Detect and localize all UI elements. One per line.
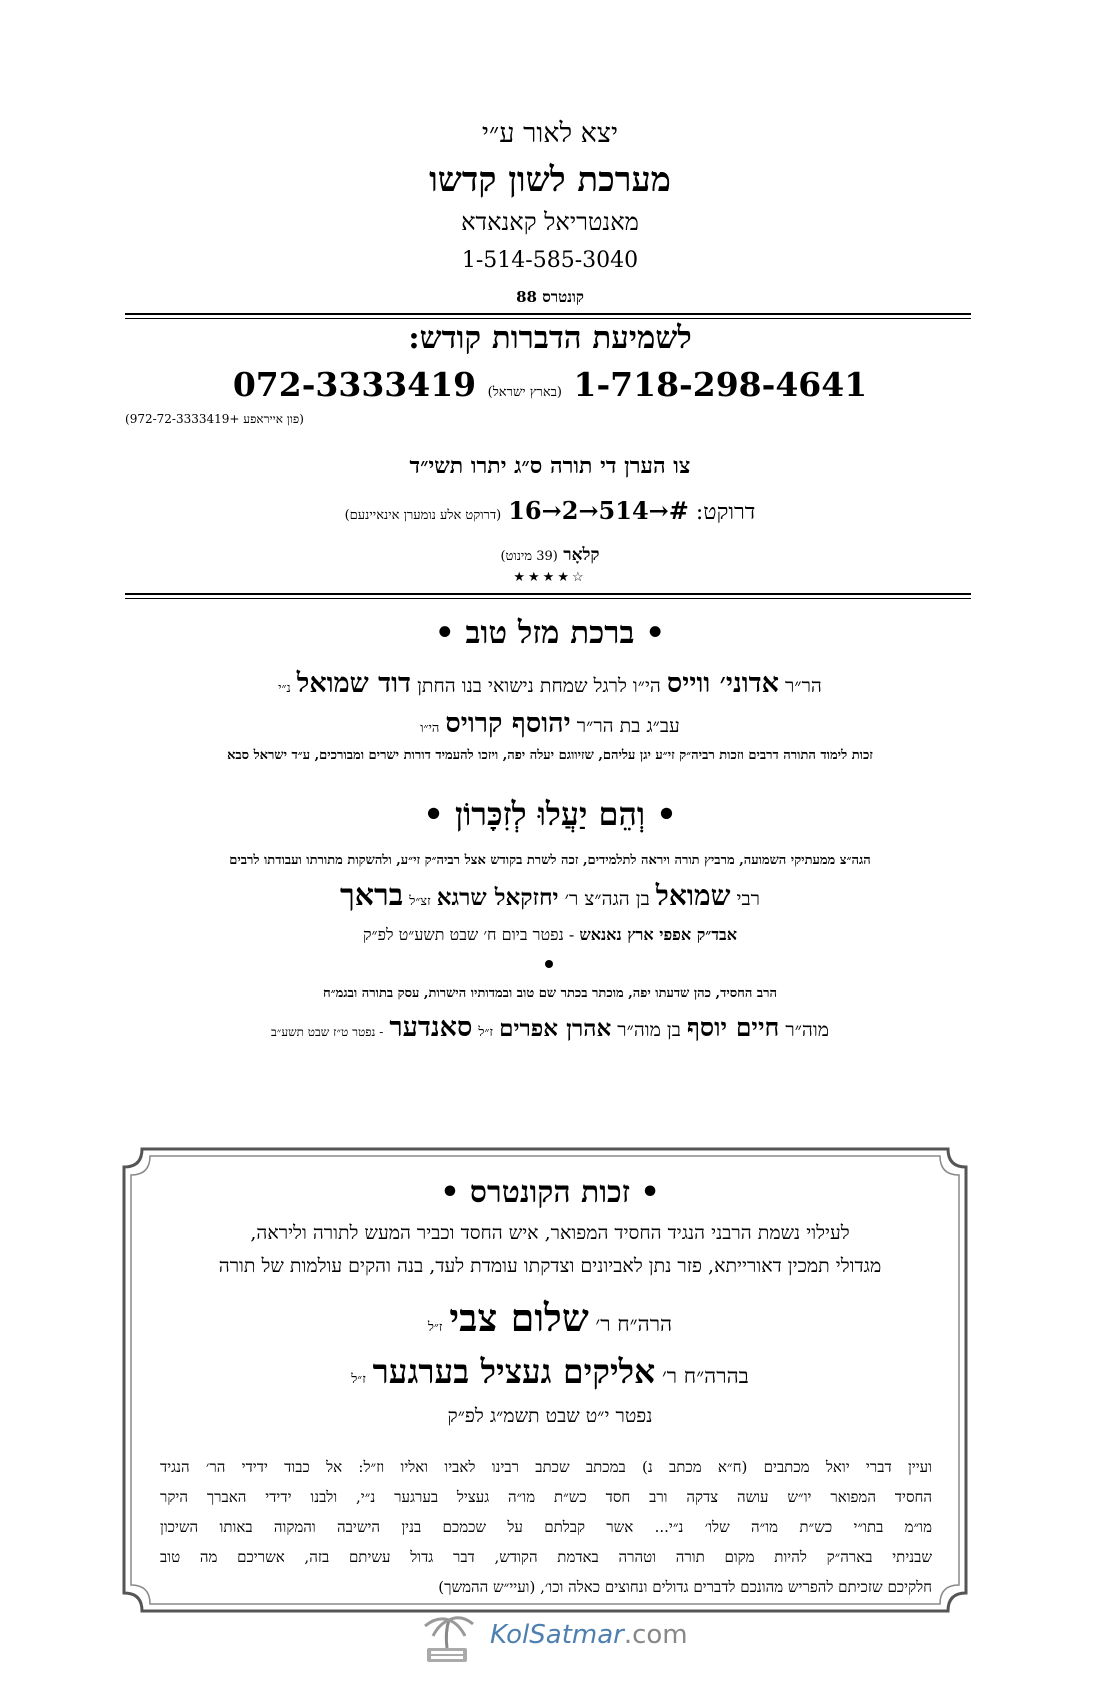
second-zl: ז״ל (478, 1025, 494, 1040)
second-date: - נפטר ט״ז שבט תשע״ב (271, 1025, 384, 1039)
first-prefix: רבי (736, 888, 760, 910)
second-name: חיים יוסף (686, 1013, 780, 1042)
zechus-name2-line (0, 1352, 1100, 1392)
first-zl: זצ״ל (409, 894, 431, 909)
zechus-intro-1: לעילוי נשמת הרבני הנגיד החסיד המפואר, איש החסד וכביר המעש לתורה וליראה, (250, 1222, 850, 1244)
first-title-line (0, 925, 1100, 945)
phone-number: 1-514-585-3040 (461, 248, 639, 273)
logo-suffix: .com (623, 1620, 688, 1650)
dial-instructions (0, 496, 1100, 525)
second-name-line (0, 1012, 1100, 1043)
dial-note: (דרוקט אלע נומערן אינאיינעם) (344, 508, 502, 523)
paragraph-line: ועיין דברי יואל מכתבים (ח״א מכתב נ) במכתב שכתב רבינו לאביו ואליו וז״ל: אל כבוד ידידי הר׳ הנגיד (160, 1458, 932, 1476)
name2-prefix: בהרה״ח ר׳ (661, 1364, 749, 1388)
first-name-line (0, 878, 1100, 913)
logo-wordmark (490, 1620, 688, 1650)
quality-line (0, 545, 1100, 565)
mazal-tov-line2 (0, 708, 1100, 739)
paragraph-line: החסיד המפואר יו״ש עושה צדקה ורב חסד כש״ת מו״ה געציל בערגער נ״י, ולבנו ידידי האברך היקר (160, 1488, 932, 1506)
second-prefix: מוה״ר (785, 1019, 829, 1041)
second-mid: בן מוה״ר (617, 1019, 681, 1041)
dial-sequence: 16→2→514→# (508, 496, 689, 525)
org-name: מערכת לשון קדשו (429, 160, 671, 200)
name1-suffix: ז״ל (427, 1320, 443, 1335)
bride-father-name: יהוסף קרויס (445, 708, 571, 739)
first-date: - נפטר ביום ח׳ שבט תשע״ט לפ״ק (362, 925, 575, 944)
published-by: יצא לאור ע״י (481, 118, 619, 149)
name2-suffix: ז״ל (351, 1372, 366, 1387)
listen-title: לשמיעת הדברות קודש: (408, 320, 692, 356)
line1-prefix: הר״ר (785, 675, 822, 697)
first-name: שמואל (655, 879, 731, 912)
line2-prefix: עב״ג בת הר״ר (576, 715, 680, 737)
paragraph-line: מו״מ בתו״י כש״ת מו״ה שלו׳ נ״י... אשר קבלתם על שכמכם בנין הישיבה והמקוה באותו השיכון (160, 1518, 932, 1536)
zechus-name1-line (0, 1295, 1100, 1341)
second-description: הרב החסיד, כהן שדעתו יפה, מוכתר בכתר שם טוב ובמדותיו הישרות, עסק בתורה ובגמ״ח (323, 986, 777, 1001)
duration: (39 מינוט) (500, 549, 558, 564)
divider-middle (125, 593, 971, 599)
intl-note: (פון אייראפע +972-72-3333419) (125, 412, 304, 426)
father-name: אדוני׳ ווייס (666, 668, 779, 699)
memorial-title: • וְהֵם יַעֲלוּ לְזִכָּרוֹן • (423, 795, 677, 833)
line2-suffix: הי״ו (420, 721, 440, 736)
zechus-date: נפטר י״ט שבט תשמ״ג לפ״ק (447, 1405, 653, 1427)
first-description: הגה״צ ממעתיקי השמועה, מרביץ תורה ויראה לתלמידים, זכה לשרת בקודש אצל רביה״ק זי״ע, ולהשקות מתורתו ועבודתו לרבים (229, 853, 871, 868)
booklet-number: קונטרס 88 (516, 288, 584, 306)
name1: שלום צבי (449, 1295, 589, 1340)
zechus-intro-2: מגדולי תמכין דאורייתא, פזר נתן לאביונים וצדקתו עומדת לעד, בנה והקים עולמות של תורה (218, 1255, 882, 1277)
city: מאנטריאל קאנאדא (461, 208, 639, 236)
first-surname: בראך (339, 878, 404, 913)
dial-label: דרוקט: (695, 500, 756, 525)
listen-phones (0, 365, 1100, 404)
separator-dot (545, 960, 553, 968)
first-title: אבד״ק אפפי ארץ נאנאש (579, 925, 738, 944)
divider-top (125, 313, 971, 319)
israel-note: (בארץ ישראל) (487, 385, 563, 400)
name2: אליקים געציל בערגער (372, 1352, 656, 1391)
first-mid: בן הגה״צ ר׳ (564, 888, 650, 910)
phone-us: 1-718-298-4641 (573, 365, 868, 404)
paragraph-line: שבניתי בארה״ק להיות מקום תורה וטהרה באדמת הקודש, דבר גדול עשיתם בזה, אשריכם מה טוב (160, 1548, 932, 1566)
name1-prefix: הרה״ח ר׳ (595, 1312, 673, 1336)
second-father: אהרן אפרים (499, 1015, 612, 1042)
line1-suffix: נ״י (278, 681, 291, 696)
logo-name: KolSatmar (490, 1620, 624, 1650)
quality-label: קלאָר (563, 545, 600, 565)
listen-topic: צו הערן די תורה ס״ג יתרו תשי״ד (409, 453, 691, 479)
paragraph-line: חלקיכם שזכיתם להפריש מהונכם לדברים גדולים ונחוצים כאלה וכו׳, (ועיי״ש ההמשך) (438, 1578, 932, 1596)
first-father: יחזקאל שרגא (436, 884, 559, 911)
zechus-title: • זכות הקונטרס • (440, 1175, 660, 1210)
groom-name: דוד שמואל (296, 668, 412, 699)
line1-text: הי״ו לרגל שמחת נישואי בנו החתן (417, 675, 661, 697)
mazal-tov-blessing: זכות לימוד התורה דרבים וזכות רביה״ק זי״ע יגן עליהם, שזיווגם יעלה יפה, ויזכו להעמיד דורות ישרים ומבורכים, ע״ד ישראל סבא (227, 748, 873, 763)
mazal-tov-line1 (0, 668, 1100, 699)
mazal-tov-title: • ברכת מזל טוב • (434, 615, 666, 651)
phone-israel: 072-3333419 (232, 365, 477, 404)
rating-stars: ★★★★☆ (513, 570, 587, 585)
second-surname: סאנדער (389, 1012, 473, 1043)
